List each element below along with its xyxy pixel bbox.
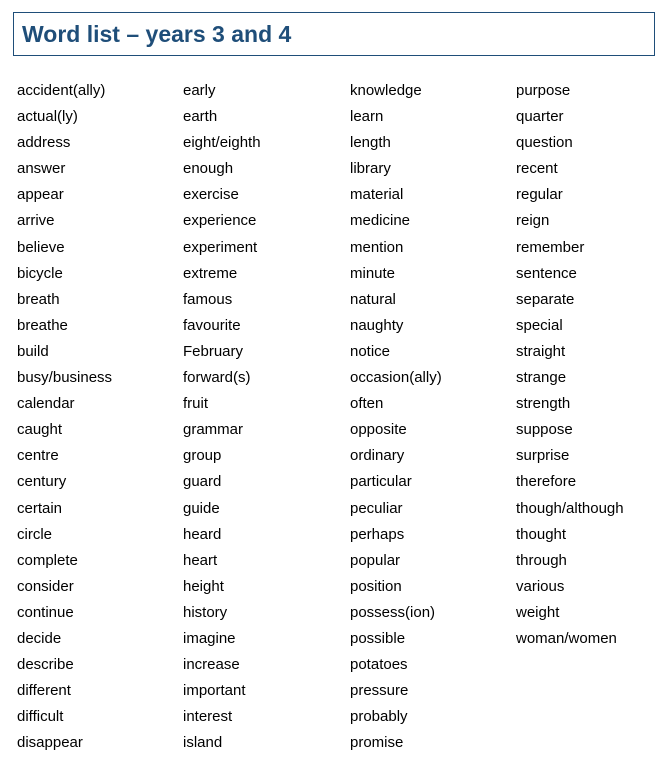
word-list-item: fruit (183, 395, 209, 413)
word-list-item: notice (350, 342, 391, 360)
word-list-item: answer (17, 160, 66, 178)
word-list-item: enough (183, 160, 234, 178)
word-list-item: different (17, 682, 71, 700)
word-list-item: peculiar (350, 499, 403, 517)
word-list-item: minute (350, 264, 396, 282)
word-list-item: group (183, 447, 222, 465)
word-list-item: woman/women (516, 629, 617, 647)
word-list-item: breathe (17, 316, 68, 334)
word-list-item: complete (17, 551, 78, 569)
word-list-item: famous (183, 290, 233, 308)
word-list-item: height (183, 577, 224, 595)
word-list-item: library (350, 160, 391, 178)
word-list-item: strength (516, 395, 571, 413)
word-list-item: important (183, 682, 246, 700)
word-list-item: strange (516, 369, 567, 387)
word-list-item: century (17, 473, 67, 491)
word-list-item: imagine (183, 629, 236, 647)
word-list-item: certain (17, 499, 63, 517)
word-column-4 (516, 78, 624, 652)
word-list-item: earth (183, 108, 218, 126)
word-list-item: medicine (350, 212, 411, 230)
word-list-item: length (350, 134, 391, 152)
word-list-item: various (516, 577, 565, 595)
word-list-item: accident(ally) (17, 82, 106, 99)
word-list-item: possess(ion) (350, 603, 436, 621)
word-list-item: often (350, 395, 384, 413)
word-list-item: knowledge (350, 82, 422, 99)
word-list-item: pressure (350, 682, 409, 700)
word-list-item: thought (516, 525, 567, 543)
word-list-item: reign (516, 212, 550, 230)
word-list-item: learn (350, 108, 384, 126)
word-list-item: sentence (516, 264, 577, 282)
word-list-item: disappear (17, 734, 83, 752)
word-list-item: surprise (516, 447, 570, 465)
word-column-1 (17, 78, 112, 756)
word-list-item: early (183, 82, 216, 99)
word-list-item: occasion(ally) (350, 369, 442, 387)
title-box (13, 12, 655, 56)
word-list-item: centre (17, 447, 59, 465)
word-list-item: guard (183, 473, 222, 491)
word-list-item: heard (183, 525, 222, 543)
word-list-item: favourite (183, 316, 241, 334)
word-list-item: grammar (183, 421, 244, 439)
word-list-item: build (17, 342, 49, 360)
word-list-item: caught (17, 421, 63, 439)
word-list-item: arrive (17, 212, 55, 230)
word-list-item: ordinary (350, 447, 405, 465)
word-column-3 (350, 78, 442, 756)
word-list-item: February (183, 342, 244, 360)
word-list-item: opposite (350, 421, 407, 439)
word-list-item: mention (350, 238, 404, 256)
word-list-item: decide (17, 629, 62, 647)
word-list-item: popular (350, 551, 401, 569)
word-list-item: weight (516, 603, 560, 621)
word-list-item: purpose (516, 82, 571, 99)
word-list-item: appear (17, 186, 64, 204)
word-list-item: suppose (516, 421, 573, 439)
word-list-item: breath (17, 290, 60, 308)
word-list-item: exercise (183, 186, 239, 204)
word-list-item: island (183, 734, 223, 752)
word-list-item: probably (350, 708, 408, 726)
word-list-item: consider (17, 577, 74, 595)
word-column-2 (183, 78, 261, 756)
word-list-item: regular (516, 186, 563, 204)
word-list-item: experience (183, 212, 257, 230)
word-list-item: actual(ly) (17, 108, 78, 126)
word-list-item: extreme (183, 264, 238, 282)
word-list-item: particular (350, 473, 412, 491)
word-list-item: remember (516, 238, 585, 256)
word-list-item: circle (17, 525, 53, 543)
word-list-item: eight/eighth (183, 134, 261, 152)
word-list-item: calendar (17, 395, 75, 413)
word-list-item: interest (183, 708, 233, 726)
word-list-item: through (516, 551, 567, 569)
word-list-item: potatoes (350, 656, 408, 674)
word-list-item: special (516, 316, 563, 334)
page-title: Word list – years 3 and 4 (22, 21, 292, 47)
word-list-item: possible (350, 629, 406, 647)
word-list-item: bicycle (17, 264, 63, 282)
word-list-item: quarter (516, 108, 564, 126)
word-list-item: continue (17, 603, 74, 621)
word-list-item: question (516, 134, 573, 152)
word-list-item: busy/business (17, 369, 113, 387)
word-list-item: position (350, 577, 402, 595)
word-list-item: recent (516, 160, 558, 178)
word-list-item: guide (183, 499, 220, 517)
word-list-item: promise (350, 734, 404, 752)
word-list-item: address (17, 134, 71, 152)
word-list-item: material (350, 186, 404, 204)
word-list-item: difficult (17, 708, 64, 726)
word-list-item: naughty (350, 316, 404, 334)
word-list-item: natural (350, 290, 396, 308)
word-list-item: believe (17, 238, 65, 256)
word-list-item: though/although (516, 499, 624, 517)
word-list-item: perhaps (350, 525, 405, 543)
word-list-item: experiment (183, 238, 258, 256)
word-list-item: increase (183, 656, 240, 674)
word-list-item: heart (183, 551, 218, 569)
word-list-item: describe (17, 656, 74, 674)
word-list-item: forward(s) (183, 369, 251, 387)
word-list-item: history (183, 603, 228, 621)
word-list-item: therefore (516, 473, 577, 491)
word-list-item: separate (516, 290, 575, 308)
word-list-item: straight (516, 342, 566, 360)
